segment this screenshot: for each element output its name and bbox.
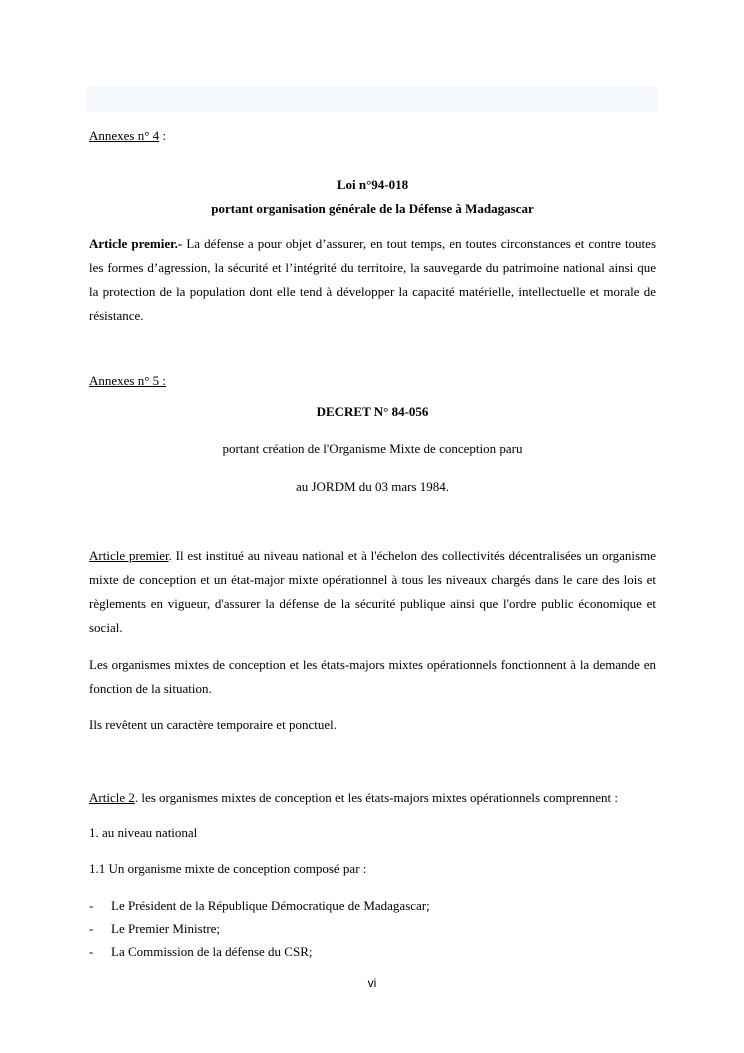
annex5-article1-text: . Il est institué au niveau national et à l'échelon des collectivités décentralisées un organisme mixte de conception et un état-major mixte opérationnel à tous les niveaux chargés dans le care des lois et règlements en vigueur, d'assurer la défense de la sécurité publique ainsi que l'ordre public économique et social. [89,548,656,635]
annex5-level1-1: 1.1 Un organisme mixte de conception composé par : [89,861,367,876]
annex5-article1 [89,544,656,640]
annex5-article2-text: . les organismes mixtes de conception et les états-majors mixtes opérationnels comprennent : [134,790,619,805]
annex5-title: DECRET N° 84-056 [316,404,429,419]
annex4-title: Loi n°94-018 [336,177,409,192]
annex4-label-suffix: : [159,128,167,143]
list-item-bullet: - [89,921,94,936]
list-item-bullet: - [89,898,94,913]
annex5-para2: Les organismes mixtes de conception et les états-majors mixtes opérationnels fonctionnent à la demande en fonction de la situation. [89,657,656,696]
page-number: vi [367,976,377,990]
annex5-label [89,373,656,389]
annex5-para3: Ils revêtent un caractère temporaire et ponctuel. [89,717,337,732]
annex5-level1: 1. au niveau national [89,825,198,840]
list-item: Le Premier Ministre; [111,921,221,936]
annex4-article-heading: Article premier.- [89,236,183,251]
annex4-label [89,128,656,144]
annex5-subtitle-line1: portant création de l'Organisme Mixte de conception paru [222,441,523,456]
annex5-article1-heading: Article premier [89,548,169,563]
annex5-article2 [89,790,656,806]
annex5-label-text: Annexes n° 5 : [89,373,167,388]
annex4-subtitle: portant organisation générale de la Défense à Madagascar [211,201,534,216]
annex5-subtitle-line2: au JORDM du 03 mars 1984. [295,479,450,494]
header-band [87,86,657,112]
list-item: La Commission de la défense du CSR; [111,944,313,959]
annex5-article2-heading: Article 2 [89,790,135,805]
annex4-label-text: Annexes n° 4 [89,128,160,143]
annex4-article-text: La défense a pour objet d’assurer, en tout temps, en toutes circonstances et contre toutes les formes d’agression, la sécurité et l’intégrité du territoire, la sauvegarde du patrimoine national ainsi que la protection de la population dont elle tend à développer la capacité matérielle, intellectuelle et morale de résistance. [89,236,657,323]
annex4-article [89,232,656,328]
list-item-bullet: - [89,944,94,959]
list-item: Le Président de la République Démocratique de Madagascar; [111,898,430,913]
